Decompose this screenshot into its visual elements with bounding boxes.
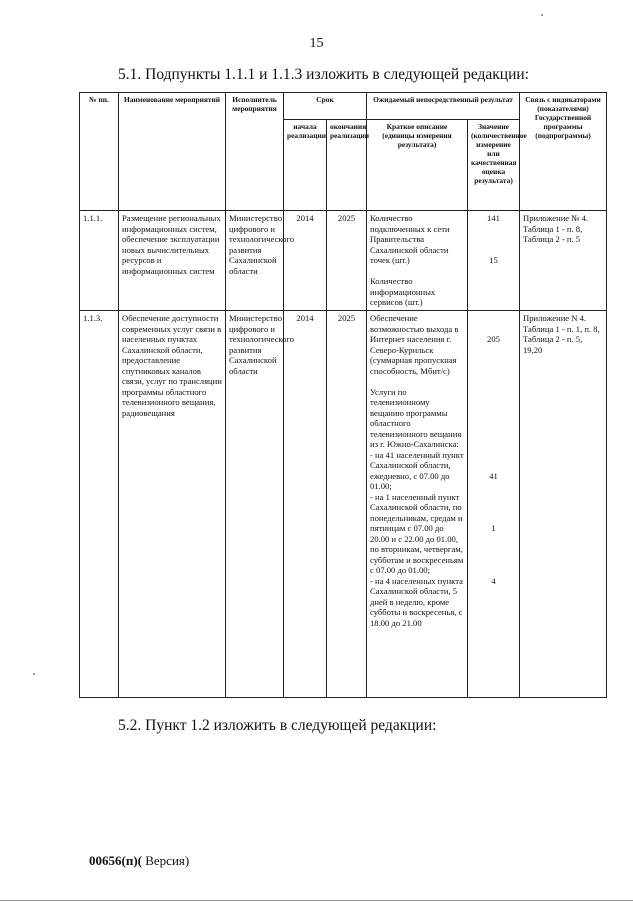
row-end-year: 2025 [327, 211, 367, 311]
header-link: Связь с индикаторами (показателями) Государственной программы (подпрограммы) [520, 93, 607, 211]
row-indicator-link: Приложение № 4. Таблица 1 - п. 8, Таблица 2 - п. 5 [520, 211, 607, 311]
row-num: 1.1.1. [80, 211, 119, 311]
table-row [80, 311, 607, 698]
row-result-value: 141 15 [468, 211, 520, 311]
row-executor: Министерство цифрового и технологического развития Сахалинской области [226, 211, 284, 311]
row-result-description: Обеспечение возможностью выхода в Интернет населения г. Северо-Курильск (суммарная пропускная способность, Мбит/с) Услуги по телевизионному вещанию программы областного телевизионного вещания из г. Южно-Сахалинска: - на 41 населенный пункт Сахалинской области, ежедневно, с 07.00 до 01.00; - на 1 населенный пункт Сахалинской области, по понедельникам, средам и пятницам с 07.00 до 20.00 и с 22.00 до 01.00, по вторникам, четвергам, субботам и воскресеньям с 07.00 до 01.00; - на 4 населенных пункта Сахалинской области, 5 дней в неделю, кроме субботы и воскресенья, с 18.00 до 21.00 [367, 311, 468, 698]
row-name: Обеспечение доступности современных услуг связи в населенных пунктах Сахалинской области, предоставление спутниковых каналов связи, услуг по трансляции программы областного телевизионного вещания, радиовещания [119, 311, 226, 698]
row-result-description: Количество подключенных к сети Правительства Сахалинской области точек (шт.) Количество информационных сервисов (шт.) [367, 211, 468, 311]
row-name: Размещение региональных информационных систем, обеспечение эксплуатации новых вычислительных ресурсов и информационных систем [119, 211, 226, 311]
scan-dot [541, 14, 543, 16]
document-code-version: Версия) [141, 853, 190, 868]
row-indicator-link: Приложение N 4. Таблица 1 - п. 1, п. 8, Таблица 2 - п. 5, 19,20 [520, 311, 607, 698]
header-expected-value: Значение (количественное измерение или качественная оценка результата) [468, 120, 520, 211]
header-expected-desc: Краткое описание (единицы измерения результата) [367, 120, 468, 211]
row-result-value: 205 41 1 4 [468, 311, 520, 698]
header-term-end: окончания реализации [327, 120, 367, 211]
table-row [80, 211, 607, 311]
row-start-year: 2014 [284, 211, 327, 311]
section-heading-5-1: 5.1. Подпункты 1.1.1 и 1.1.3 изложить в следующей редакции: [118, 66, 529, 83]
header-executor: Исполнитель мероприятия [226, 93, 284, 211]
scan-edge-line [0, 900, 633, 901]
header-term: Срок [284, 93, 367, 120]
document-code [89, 853, 189, 869]
table-header-row [80, 93, 607, 120]
measures-table [79, 92, 607, 698]
header-term-start: начала реализации [284, 120, 327, 211]
row-num: 1.1.3. [80, 311, 119, 698]
header-name: Наименование мероприятий [119, 93, 226, 211]
row-start-year: 2014 [284, 311, 327, 698]
header-expected: Ожидаемый непосредственный результат [367, 93, 520, 120]
scan-dot [33, 673, 35, 675]
document-code-number: 00656(п)( [89, 853, 142, 868]
section-heading-5-2: 5.2. Пункт 1.2 изложить в следующей редакции: [118, 717, 437, 734]
page-number: 15 [309, 36, 324, 51]
row-end-year: 2025 [327, 311, 367, 698]
header-num: № пп. [80, 93, 119, 211]
row-executor: Министерство цифрового и технологического развития Сахалинской области [226, 311, 284, 698]
